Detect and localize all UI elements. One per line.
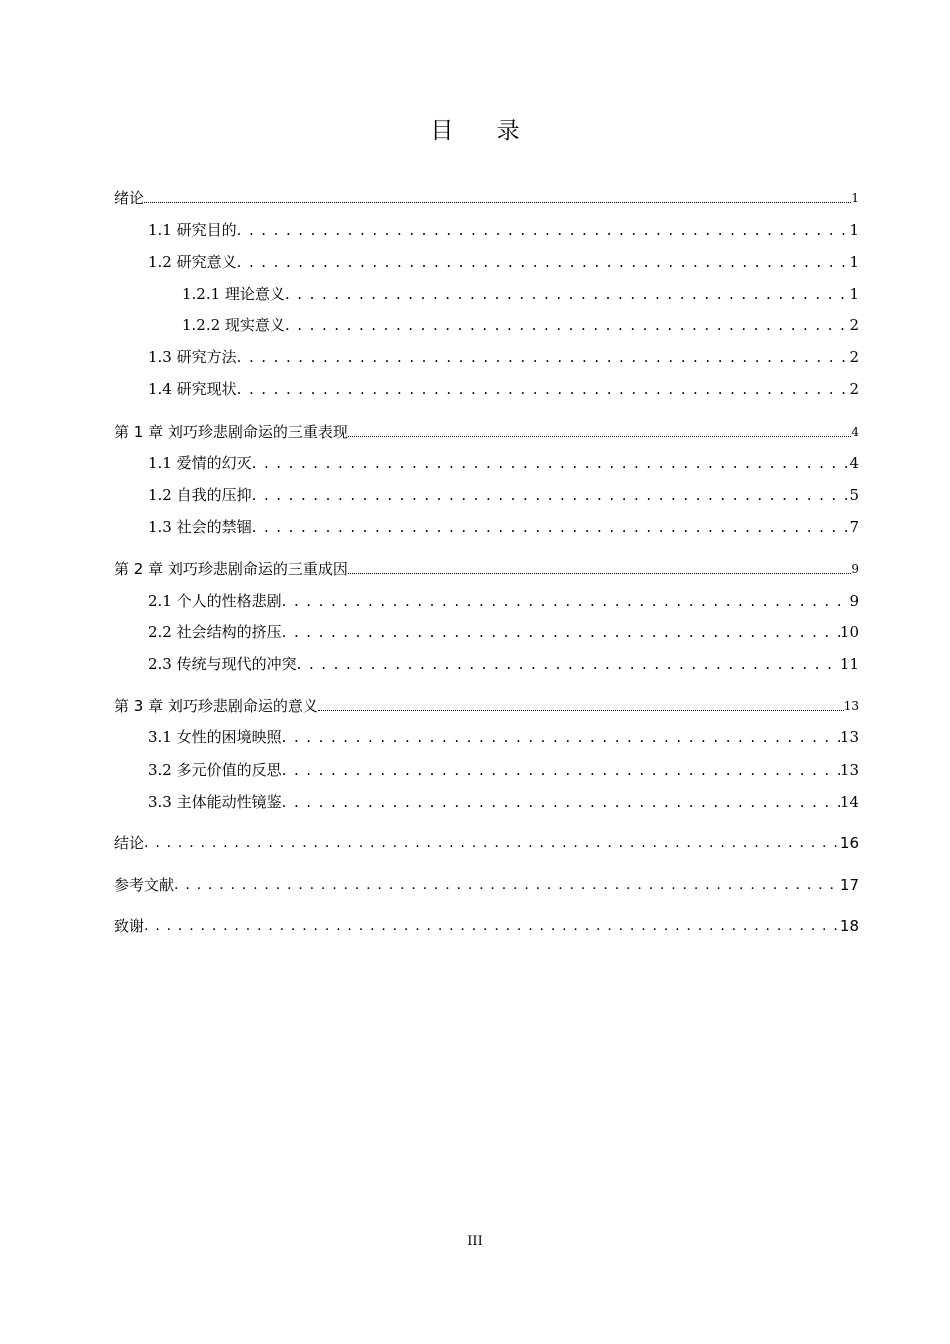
toc-entry-page: 11 bbox=[839, 655, 859, 673]
toc-entry-page: 14 bbox=[839, 793, 859, 811]
toc-entry-1-2-1[interactable] bbox=[182, 280, 859, 304]
toc-entry-label: 致谢 bbox=[114, 917, 145, 935]
page-title: 目 录 bbox=[430, 118, 538, 144]
toc-entry-label: 结论 bbox=[114, 834, 145, 852]
dot-leader bbox=[252, 517, 850, 537]
toc-entry-label: 3.3 主体能动性镜鉴 bbox=[148, 793, 282, 811]
dot-leader bbox=[282, 792, 840, 812]
toc-entry-label: 1.3 研究方法 bbox=[148, 348, 237, 366]
toc-entry-page: 1 bbox=[849, 285, 859, 303]
dot-leader bbox=[252, 485, 850, 505]
toc-entry-page: 13 bbox=[843, 699, 859, 713]
toc-entry-page: 2 bbox=[849, 316, 859, 334]
toc-entry-1-4[interactable] bbox=[148, 375, 859, 399]
toc-entry-label: 1.2.2 现实意义 bbox=[182, 316, 285, 334]
toc-entry-ch2-1[interactable] bbox=[148, 587, 859, 611]
toc-entry-page: 5 bbox=[849, 486, 859, 504]
toc-entry-chapter-2[interactable] bbox=[114, 555, 859, 579]
dot-leader bbox=[285, 284, 850, 304]
dot-leader bbox=[237, 379, 850, 399]
dot-leader bbox=[237, 220, 850, 240]
toc-entry-page: 4 bbox=[851, 425, 859, 439]
toc-entry-acknowledgements[interactable] bbox=[114, 912, 859, 936]
toc-entry-references[interactable] bbox=[114, 871, 859, 895]
toc-entry-label: 1.4 研究现状 bbox=[148, 380, 237, 398]
toc-entry-introduction[interactable] bbox=[114, 184, 859, 208]
dot-leader bbox=[144, 833, 840, 853]
toc-entry-label: 1.2.1 理论意义 bbox=[182, 285, 285, 303]
toc-entry-label: 1.3 社会的禁锢 bbox=[148, 518, 252, 536]
page-number: III bbox=[467, 1234, 483, 1249]
dot-leader bbox=[282, 591, 850, 611]
dot-leader bbox=[285, 315, 850, 335]
toc-entry-conclusion[interactable] bbox=[114, 829, 859, 853]
toc-entry-ch2-3[interactable] bbox=[148, 650, 859, 674]
toc-entry-page: 9 bbox=[849, 592, 859, 610]
toc-entry-ch1-2[interactable] bbox=[148, 481, 859, 505]
dot-leader bbox=[252, 453, 850, 473]
toc-entry-label: 第 1 章 刘巧珍悲剧命运的三重表现 bbox=[114, 423, 348, 441]
toc-entry-page: 1 bbox=[851, 191, 859, 205]
toc-entry-label: 1.1 研究目的 bbox=[148, 221, 237, 239]
dot-leader bbox=[144, 916, 840, 936]
dot-leader bbox=[348, 572, 852, 574]
toc-entry-ch3-1[interactable] bbox=[148, 723, 859, 747]
toc-entry-label: 3.2 多元价值的反思 bbox=[148, 761, 282, 779]
dot-leader bbox=[318, 709, 844, 711]
toc-entry-label: 第 2 章 刘巧珍悲剧命运的三重成因 bbox=[114, 560, 348, 578]
toc-entry-1-2[interactable] bbox=[148, 248, 859, 272]
toc-entry-page: 18 bbox=[839, 917, 859, 935]
toc-entry-chapter-1[interactable] bbox=[114, 418, 859, 442]
toc-entry-page: 17 bbox=[839, 876, 859, 894]
toc-entry-ch3-2[interactable] bbox=[148, 756, 859, 780]
dot-leader bbox=[297, 654, 840, 674]
toc-entry-1-3[interactable] bbox=[148, 343, 859, 367]
toc-entry-chapter-3[interactable] bbox=[114, 692, 859, 716]
toc-entry-label: 3.1 女性的困境映照 bbox=[148, 728, 282, 746]
toc-entry-label: 1.2 研究意义 bbox=[148, 253, 237, 271]
dot-leader bbox=[282, 622, 840, 642]
toc-entry-ch2-2[interactable] bbox=[148, 618, 859, 642]
toc-entry-page: 13 bbox=[839, 761, 859, 779]
toc-entry-ch1-1[interactable] bbox=[148, 449, 859, 473]
toc-entry-page: 2 bbox=[849, 348, 859, 366]
toc-entry-label: 2.2 社会结构的挤压 bbox=[148, 623, 282, 641]
toc-entry-label: 绪论 bbox=[114, 189, 145, 207]
toc-entry-1-1[interactable] bbox=[148, 216, 859, 240]
toc-entry-label: 参考文献 bbox=[114, 876, 175, 894]
dot-leader bbox=[237, 252, 850, 272]
toc-entry-page: 10 bbox=[839, 623, 859, 641]
toc-entry-page: 13 bbox=[839, 728, 859, 746]
toc-entry-page: 2 bbox=[849, 380, 859, 398]
toc-entry-page: 1 bbox=[849, 221, 859, 239]
toc-entry-page: 16 bbox=[839, 834, 859, 852]
toc-entry-ch3-3[interactable] bbox=[148, 788, 859, 812]
toc-entry-label: 1.1 爱情的幻灭 bbox=[148, 454, 252, 472]
toc-entry-page: 1 bbox=[849, 253, 859, 271]
dot-leader bbox=[144, 201, 851, 203]
toc-entry-label: 第 3 章 刘巧珍悲剧命运的意义 bbox=[114, 697, 318, 715]
toc-entry-page: 9 bbox=[851, 562, 859, 576]
dot-leader bbox=[237, 347, 850, 367]
dot-leader bbox=[282, 727, 840, 747]
toc-entry-label: 2.3 传统与现代的冲突 bbox=[148, 655, 297, 673]
toc-entry-page: 4 bbox=[849, 454, 859, 472]
dot-leader bbox=[174, 875, 840, 895]
toc-entry-label: 1.2 自我的压抑 bbox=[148, 486, 252, 504]
toc-entry-page: 7 bbox=[849, 518, 859, 536]
toc-entry-1-2-2[interactable] bbox=[182, 311, 859, 335]
toc-entry-label: 2.1 个人的性格悲剧 bbox=[148, 592, 282, 610]
dot-leader bbox=[282, 760, 840, 780]
dot-leader bbox=[348, 435, 852, 437]
toc-entry-ch1-3[interactable] bbox=[148, 513, 859, 537]
